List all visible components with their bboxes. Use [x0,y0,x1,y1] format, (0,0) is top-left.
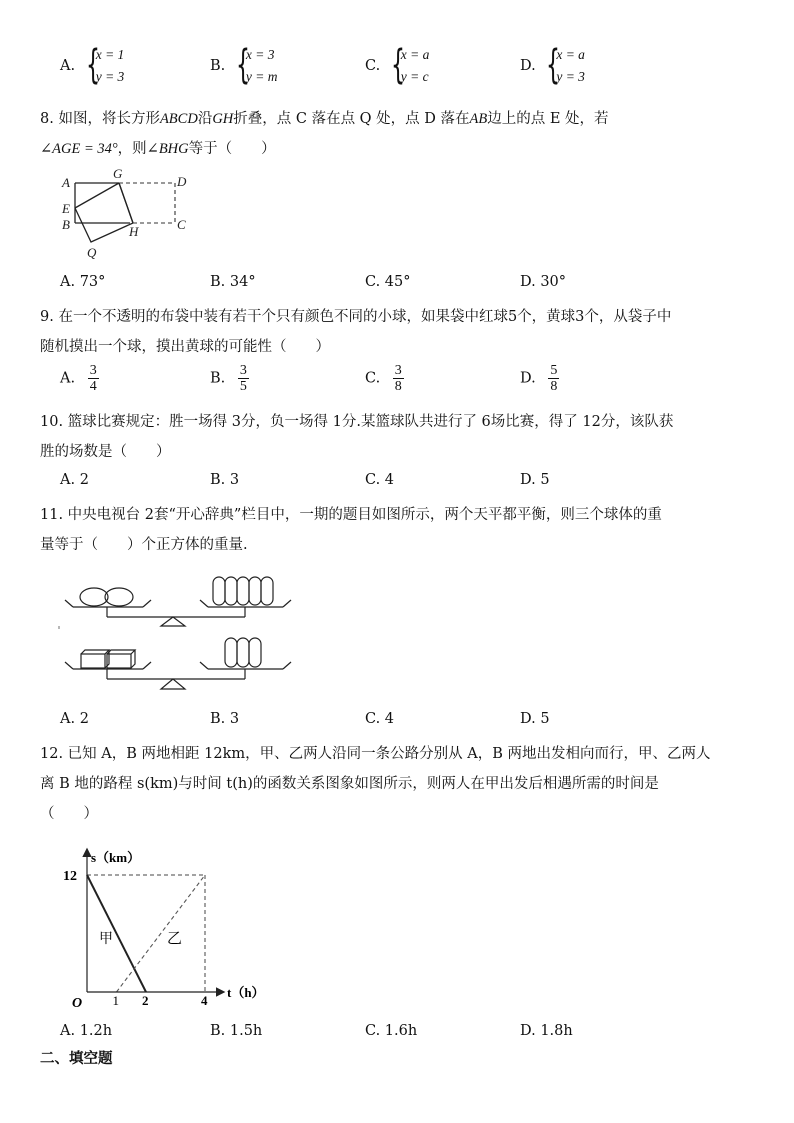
q11-option-c[interactable]: C. 4 [365,711,395,727]
q12-stem-line1: 12. 已知 A，B 两地相距 12km，甲、乙两人沿同一条公路分别从 A，B 两地出发相向而行，甲、乙两人 [40,746,711,762]
q10-stem-line2: 胜的场数是（ ） [40,444,171,460]
equation-line: x = a [556,47,585,62]
series-label-yi: 乙 [167,931,183,947]
q12-stem-line2: 离 B 地的路程 s(km)与时间 t(h)的函数关系图象如图所示，则两人在甲出发后相遇所需的时间是 [40,776,659,792]
q8-option-d[interactable]: D. 30° [520,274,567,290]
numerator: 3 [89,363,97,378]
q10-option-b[interactable]: B. 3 [210,472,240,488]
equation-system [546,44,585,88]
q10-option-d[interactable]: D. 5 [520,472,550,488]
denominator: 4 [89,379,97,394]
q11-option-a[interactable]: A. 2 [60,711,89,727]
label-d: D [177,174,187,189]
brace-icon: { [390,42,405,88]
q9-stem-line2: 随机摸出一个球，摸出黄球的可能性（ ） [40,339,330,355]
series-label-jia: 甲 [99,932,113,947]
equation-system [86,44,125,88]
brace-icon: { [235,42,250,88]
math: AB [469,111,488,127]
q7-option-b[interactable] [210,44,277,88]
q8-stem-line1 [40,107,609,128]
equation-system [236,44,278,88]
x-tick-label: 2 [142,993,149,1008]
y-axis-label: s（km） [91,850,141,865]
cube-icon [81,650,109,668]
equation-line: x = 1 [95,47,125,62]
label-c: C [177,217,186,232]
series-line-yi [117,875,206,992]
option-letter: B. [210,370,226,387]
balance-scale-2 [65,638,291,689]
x-axis-label: t（h） [227,985,265,1000]
equation-line: y = c [400,69,429,84]
option-letter: C. [365,58,381,74]
fraction [548,363,559,394]
series-line-jia [87,875,146,992]
option-letter: C. [365,370,381,387]
fraction [88,363,99,394]
balance-scale-1 [59,577,291,629]
text: 8. 如图，将长方形 [40,111,160,127]
text: ，则 [117,141,147,157]
numerator: 3 [394,363,402,378]
denominator: 8 [394,379,402,394]
fraction [393,363,404,394]
label-q: Q [87,245,97,260]
fraction [238,363,249,394]
q7-option-d[interactable] [520,44,585,88]
cylinder-group [213,577,273,605]
q8-option-b[interactable]: B. 34° [210,274,256,290]
q8-stem-line2 [40,137,276,158]
q7-option-a[interactable] [60,44,124,88]
q9-stem-line1: 9. 在一个不透明的布袋中装有若干个只有颜色不同的小球，如果袋中红球5个，黄球3个，从袋子中 [40,309,672,325]
label-g: G [113,166,123,181]
denominator: 5 [239,379,247,394]
q12-option-c[interactable]: C. 1.6h [365,1023,418,1039]
option-letter: A. [60,58,76,74]
y-tick-label: 12 [63,869,77,884]
denominator: 8 [550,379,558,394]
q12-graph [55,840,285,1015]
numerator: 5 [550,363,558,378]
q11-stem-line1: 11. 中央电视台 2套“开心辞典”栏目中，一期的题目如图所示，两个天平都平衡，则三个球体的重 [40,507,662,523]
q12-option-d[interactable]: D. 1.8h [520,1023,573,1039]
q11-balance-figure [55,565,305,695]
x-tick-label: 4 [201,993,208,1008]
label-a: A [62,175,70,190]
cube-icon [107,650,135,668]
equation-system [391,44,430,88]
q8-figure [55,165,205,265]
math: ∠BHG [146,141,189,157]
q10-stem-line1: 10. 篮球比赛规定：胜一场得 3分，负一场得 1分.某篮球队共进行了 6场比赛，得了 12分，该队获 [40,414,674,430]
q8-option-a[interactable]: A. 73° [60,274,106,290]
section-heading: 二、填空题 [40,1051,113,1067]
text: 边上的点 E 处，若 [487,111,609,127]
equation-line: y = 3 [556,69,585,84]
ball-icon [105,588,133,606]
q9-option-b[interactable] [210,363,249,394]
brace-icon: { [546,42,561,88]
q12-stem-line3: （ ） [40,806,98,822]
label-h: H [129,224,139,239]
equation-line: y = m [245,69,278,84]
q11-option-b[interactable]: B. 3 [210,711,240,727]
option-letter: A. [60,370,76,387]
q11-stem-line2: 量等于（ ）个正方体的重量. [40,537,248,553]
math: ∠AGE = 34° [40,141,118,157]
ball-icon [80,588,108,606]
q9-option-d[interactable] [520,363,559,394]
label-b: B [62,217,70,232]
equation-line: x = a [400,47,430,62]
text: 沿 [197,111,213,127]
origin-label: O [72,996,83,1011]
q8-option-c[interactable]: C. 45° [365,274,411,290]
math: ABCD [159,111,198,127]
cylinder-group [225,638,261,667]
text: 折叠，点 C 落在点 Q 处，点 D 落在 [233,111,470,127]
q7-option-c[interactable] [365,44,429,88]
numerator: 3 [239,363,247,378]
option-letter: B. [210,58,226,74]
option-letter: D. [520,58,536,74]
option-letter: D. [520,370,536,387]
equation-line: y = 3 [95,69,125,84]
q9-option-a[interactable] [60,363,99,394]
q10-option-c[interactable]: C. 4 [365,472,395,488]
q11-option-d[interactable]: D. 5 [520,711,550,727]
x-tick-label: 1 [112,993,119,1008]
q10-option-a[interactable]: A. 2 [60,472,89,488]
label-e: E [62,201,70,216]
q12-option-a[interactable]: A. 1.2h [60,1023,113,1039]
math: GH [212,111,234,127]
brace-icon: { [85,42,100,88]
q12-option-b[interactable]: B. 1.5h [210,1023,263,1039]
segment-ge [75,183,119,208]
q9-option-c[interactable] [365,363,404,394]
equation-line: x = 3 [245,47,275,62]
text: 等于（ ） [188,141,276,157]
